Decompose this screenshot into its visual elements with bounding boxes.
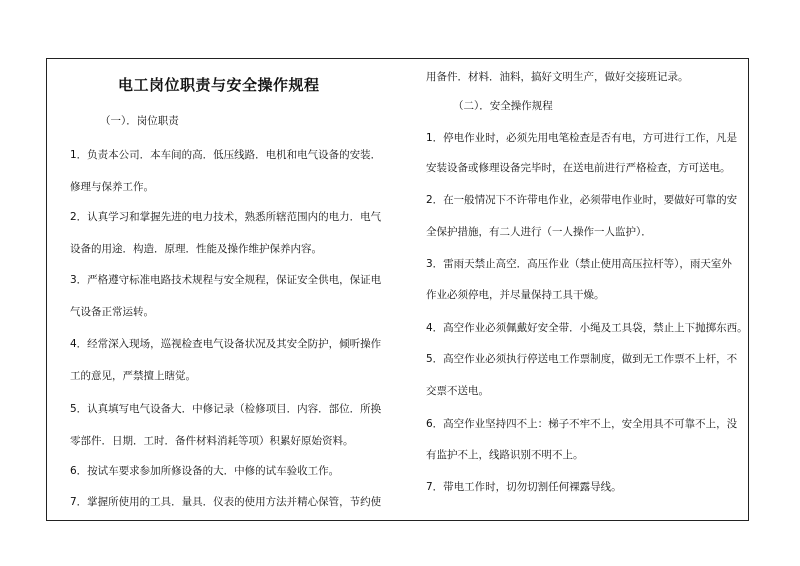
text-line: 4．高空作业必须佩戴好安全带．小绳及工具袋，禁止上下抛掷东西。 [426,322,748,334]
text-line: 4．经常深入现场，巡视检查电气设备状况及其安全防护，倾听操作 [70,338,382,350]
text-line: 1．停电作业时，必须先用电笔检查是否有电，方可进行工作，凡是 [426,132,738,144]
text-line: 修理与保养工作。 [70,181,154,193]
text-line: 7．带电工作时，切勿切割任何裸露导线。 [426,481,622,493]
text-line: 零部件．日期．工时．备件材料消耗等项）积累好原始资料。 [70,435,354,447]
text-line: 5．高空作业必须执行停送电工作票制度，做到无工作票不上杆，不 [426,353,738,365]
text-line: 交票不送电。 [426,385,489,397]
text-line: 2．在一般情况下不许带电作业，必须带电作业时，要做好可靠的安 [426,194,738,206]
text-line: 7．掌握所使用的工具．量具．仪表的使用方法并精心保管，节约使 [70,496,382,508]
text-line: 6．按试车要求参加所修设备的大．中修的试车验收工作。 [70,465,340,477]
text-line: 气设备正常运转。 [70,306,154,318]
text-line: 6．高空作业坚持四不上：梯子不牢不上，安全用具不可靠不上，没 [426,418,738,430]
text-line: 1．负责本公司．本车间的高．低压线路．电机和电气设备的安装． [70,149,382,161]
text-line: 设备的用途．构造．原理．性能及操作维护保养内容。 [70,243,322,255]
text-line: 作业必须停电，并尽量保持工具干燥。 [426,289,605,301]
text-line: 用备件．材料．油料，搞好文明生产，做好交接班记录。 [426,71,689,83]
text-line: 全保护措施，有二人进行（一人操作一人监护）． [426,226,652,238]
text-line: 5．认真填写电气设备大．中修记录（检修项目．内容．部位．所换 [70,403,382,415]
section-heading-safety: （二）．安全操作规程 [453,100,553,112]
text-line: 工的意见，严禁擅上瞎觉。 [70,370,196,382]
text-line: 3．雷雨天禁止高空．高压作业（禁止使用高压拉杆等），雨天室外 [426,258,732,270]
text-line: 2．认真学习和掌握先进的电力技术，熟悉所辖范围内的电力．电气 [70,211,382,223]
document-title: 电工岗位职责与安全操作规程 [118,76,320,94]
section-heading-duties: （一）．岗位职责 [100,115,179,127]
text-line: 有监护不上，线路识别不明不上。 [426,449,584,461]
text-line: 安装设备或修理设备完毕时，在送电前进行严格检查，方可送电。 [426,162,731,174]
text-line: 3．严格遵守标准电路技术规程与安全规程，保证安全供电，保证电 [70,274,382,286]
